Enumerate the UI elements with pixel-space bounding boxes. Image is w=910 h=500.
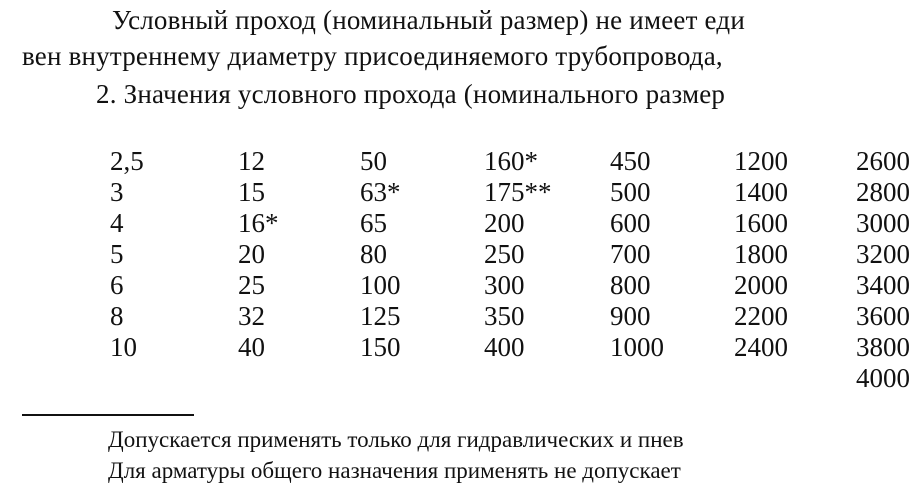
paragraph-line-1: Условный проход (номинальный размер) не имеет еди [112, 5, 745, 35]
table-column [484, 146, 552, 363]
footnote-divider [22, 414, 194, 416]
table-cell: 1000 [610, 332, 664, 362]
section-heading: 2. Значения условного прохода (номинального размер [96, 79, 726, 109]
paragraph-line-2: вен внутреннему диаметру присоединяемого трубопровода, [22, 41, 723, 71]
table-cell: 600 [610, 208, 651, 238]
table-cell: 15 [238, 177, 265, 207]
table-cell: 63* [360, 177, 401, 207]
table-cell: 2400 [734, 332, 788, 362]
table-cell: 3200 [856, 239, 910, 269]
table-cell: 100 [360, 270, 401, 300]
table-cell: 350 [484, 301, 525, 331]
table-cell: 1600 [734, 208, 788, 238]
footnote-text: Допускается применять только для гидравлических и пнев [108, 427, 684, 452]
table-column [110, 146, 144, 363]
table-column [238, 146, 279, 363]
table-column [360, 146, 401, 363]
table-cell: 900 [610, 301, 651, 331]
table-cell: 3400 [856, 270, 910, 300]
table-cell: 32 [238, 301, 265, 331]
table-cell: 10 [110, 332, 137, 362]
table-cell: 2000 [734, 270, 788, 300]
table-cell: 2200 [734, 301, 788, 331]
footnote-text: Для арматуры общего назначения применять не допускает [108, 458, 681, 483]
table-cell: 2600 [856, 146, 910, 176]
table-cell: 700 [610, 239, 651, 269]
table-cell: 20 [238, 239, 265, 269]
table-cell: 4 [110, 208, 124, 238]
table-cell: 16* [238, 208, 279, 238]
table-cell: 1200 [734, 146, 788, 176]
table-cell: 4000 [856, 363, 910, 393]
table-column [856, 146, 910, 394]
table-cell: 150 [360, 332, 401, 362]
table-cell: 160* [484, 146, 538, 176]
table-cell: 1400 [734, 177, 788, 207]
table-cell: 500 [610, 177, 651, 207]
table-cell: 25 [238, 270, 265, 300]
table-cell: 400 [484, 332, 525, 362]
table-column [610, 146, 664, 363]
table-cell: 1800 [734, 239, 788, 269]
table-cell: 300 [484, 270, 525, 300]
table-cell: 250 [484, 239, 525, 269]
table-cell: 450 [610, 146, 651, 176]
table-cell: 65 [360, 208, 387, 238]
table-cell: 5 [110, 239, 124, 269]
table-cell: 40 [238, 332, 265, 362]
table-cell: 125 [360, 301, 401, 331]
table-cell: 175** [484, 177, 552, 207]
table-cell: 3600 [856, 301, 910, 331]
table-cell: 3000 [856, 208, 910, 238]
table-cell: 2,5 [110, 146, 144, 176]
table-cell: 6 [110, 270, 124, 300]
table-cell: 80 [360, 239, 387, 269]
table-cell: 8 [110, 301, 124, 331]
table-cell: 12 [238, 146, 265, 176]
table-cell: 200 [484, 208, 525, 238]
table-column [734, 146, 788, 363]
table-cell: 3 [110, 177, 124, 207]
table-cell: 3800 [856, 332, 910, 362]
table-cell: 2800 [856, 177, 910, 207]
table-cell: 800 [610, 270, 651, 300]
table-cell: 50 [360, 146, 387, 176]
